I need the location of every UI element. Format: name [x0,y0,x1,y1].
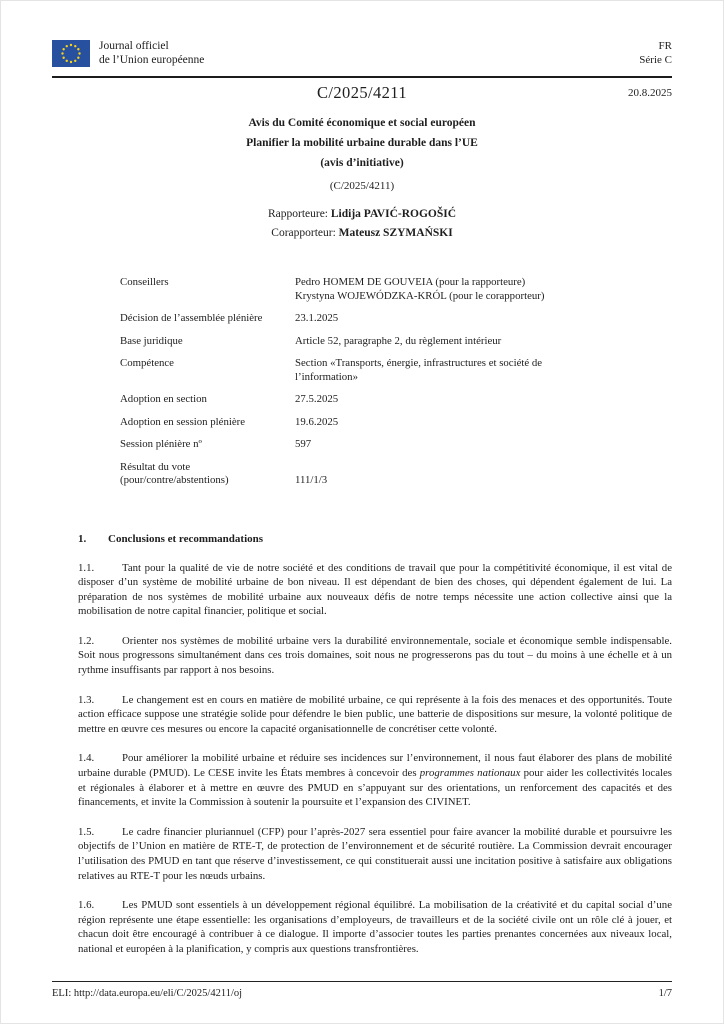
corapporteur-name: Mateusz SZYMAŃSKI [338,227,453,239]
paragraph-text: Le changement est en cours en matière de mobilité urbaine, ce qui représente à la fois des menaces et des opportunités. Toute action efficace suppose une stratégie solide pour défendre le bien public, une batterie de dispositions sur mesure, la volonté politique de mettre en œuvre ces mesures ou encore la capacité organisationnelle de concrétiser cette volonté. [78,693,672,735]
table-row [120,312,672,326]
rapporteur-name: Lidija PAVIĆ-ROGOŠIĆ [330,208,457,220]
paragraph [78,825,672,883]
row-label [120,335,295,349]
header-rule [52,76,672,78]
paragraph [78,693,672,737]
row-label-line: Décision de l’assemblée plénière [120,312,263,324]
details-table [120,276,672,488]
paragraph-number: 1.4. [78,752,95,765]
row-label [120,416,295,430]
journal-title [99,40,204,67]
table-row [120,416,672,430]
series-label: Série C [639,53,672,66]
doc-reference: (C/2025/4211) [329,180,395,192]
journal-title-line1: Journal officiel [99,40,169,52]
table-row [120,461,672,488]
corapporteur-role: Corapporteur: [271,227,336,239]
table-row [120,438,672,452]
row-label-line: Base juridique [120,334,183,347]
doc-title-line-3: (avis d’initiative) [320,157,404,169]
row-value [295,461,672,488]
paragraph-number: 1.3. [78,693,95,706]
row-label-line: Adoption en session plénière [120,415,246,428]
paragraph-number: 1.1. [78,561,95,574]
rapporteur-line [52,208,672,220]
corapporteur-line [52,227,672,239]
paragraph-text: Orienter nos systèmes de mobilité urbaine vers la durabilité environnementale, sociale et économique semble indispensable. Soit nous progressons simultanément dans ces trois domaines, soit nous ne progresserons pas du tout – du moins à une échelle et à un rythme insuffisants par rapport à nos besoins. [78,634,672,677]
paragraph-text: programmes nationaux [419,767,521,780]
row-value-line: Article 52, paragraphe 2, du règlement intérieur [295,334,502,347]
page-indicator: 1/7 [658,988,672,999]
row-value-line: l’information» [295,370,358,383]
eli-link[interactable]: ELI: http://data.europa.eu/eli/C/2025/4211/oj [52,988,243,999]
paragraph-text: pour aider les collectivités locales et régionales à élaborer et à mettre en œuvre des PMUD en s’appuyant sur des orientations, un renforcement des capacités et des financements, et invite la Commission à soutenir la poursuite et l’expansion des CIVINET. [78,767,672,809]
masthead [52,40,672,67]
rapporteur-role: Rapporteure: [267,208,329,220]
paragraph-text: Le cadre financier pluriannuel (CFP) pour l’après-2027 sera essentiel pour faire avancer la mobilité durable et poursuivre les objectifs de l’Union en matière de RTE-T, de protection de l’environnement et de sécurité routière. La Commission devrait encourager l’utilisation des PMUD en tant que réserve d’investissement, ce qui constituerait aussi une incitation positive à satisfaire aux obligations relatives au RTE-T pour les nœuds urbains. [78,825,672,882]
row-label-line: Conseillers [120,276,169,288]
journal-title-line2: de l’Union européenne [99,53,205,66]
heading-text: Conclusions et recommandations [108,532,264,545]
doc-number: C/2025/4211 [317,83,407,102]
row-value-line: 19.6.2025 [295,415,339,428]
paragraph-text: Pour améliorer la mobilité urbaine et réduire ses incidences sur l’environnement, il nous faut élaborer des plans de mobilité urbaine durable (PMUD). Le CESE invite les États membres à concevoir des [78,752,672,780]
row-label [120,461,295,488]
row-value-line: 597 [295,438,312,450]
language-code: FR [658,40,672,52]
heading-number: 1. [78,532,87,545]
paragraph [78,561,672,619]
row-label [120,276,295,303]
row-label [120,393,295,407]
row-label [120,357,295,384]
row-value [295,335,672,349]
row-value [295,438,672,452]
row-value-line: Pedro HOMEM DE GOUVEIA (pour la rapporteure) [295,276,526,288]
table-row [120,335,672,349]
row-label [120,438,295,452]
paragraph-text: Les PMUD sont essentiels à un développement régional équilibré. La mobilisation de la créativité et du capital social d’une région représente une étape essentielle: les organisations d’employeurs, de travailleurs et de la société civile ont un rôle clé à jouer, et chacun doit être encouragé à contribuer à ce dialogue. Il importe d’associer toutes les parties prenantes concernées aux niveaux local, national et européen à la planification, y compris aux questions transfrontières. [78,899,672,955]
eu-flag-icon [52,40,90,67]
paragraph [78,751,672,809]
row-value [295,393,672,407]
conclusions-paragraphs [78,561,672,957]
row-value-line: Krystyna WOJEWÓDZKA-KRÓL (pour le corapporteur) [295,289,545,302]
row-value [295,357,672,384]
row-label-line: Résultat du vote [120,460,191,473]
conclusions-heading [78,533,672,545]
row-label [120,312,295,326]
doc-title-line-2: Planifier la mobilité urbaine durable dans l’UE [246,137,478,149]
table-row [120,393,672,407]
row-label-line: Adoption en section [120,393,207,405]
row-value-line: 23.1.2025 [295,312,339,324]
row-label-line: Compétence [120,357,174,369]
paragraph-number: 1.6. [78,899,95,912]
row-value-line: 111/1/3 [295,474,328,486]
paragraph [78,898,672,956]
footer [52,981,672,999]
table-row [120,357,672,384]
paragraph [78,634,672,678]
doc-date: 20.8.2025 [628,87,672,99]
row-label-line: (pour/contre/abstentions) [120,474,229,486]
row-value [295,312,672,326]
doc-title-line-1: Avis du Comité économique et social européen [248,117,476,129]
row-label-line: Session plénière nº [120,438,202,450]
row-value-line: 27.5.2025 [295,393,339,405]
row-value [295,416,672,430]
paragraph-number: 1.2. [78,634,95,647]
paragraph-text: Tant pour la qualité de vie de notre société et des conditions de travail que pour la compétitivité économique, il est vital de disposer d’un système de mobilité urbaine de bon niveau. Il est dépendant de bien des choses, qui dépendent également de lui. La préparation de nos systèmes de mobilité urbaine aux nouveaux défis de notre temps nécessite une action collective ainsi que la mobilisation de notre capital financier, politique et social. [78,561,672,618]
row-value-line: Section «Transports, énergie, infrastructures et société de [295,357,543,369]
paragraph-number: 1.5. [78,825,95,838]
row-value [295,276,672,303]
table-row [120,276,672,303]
